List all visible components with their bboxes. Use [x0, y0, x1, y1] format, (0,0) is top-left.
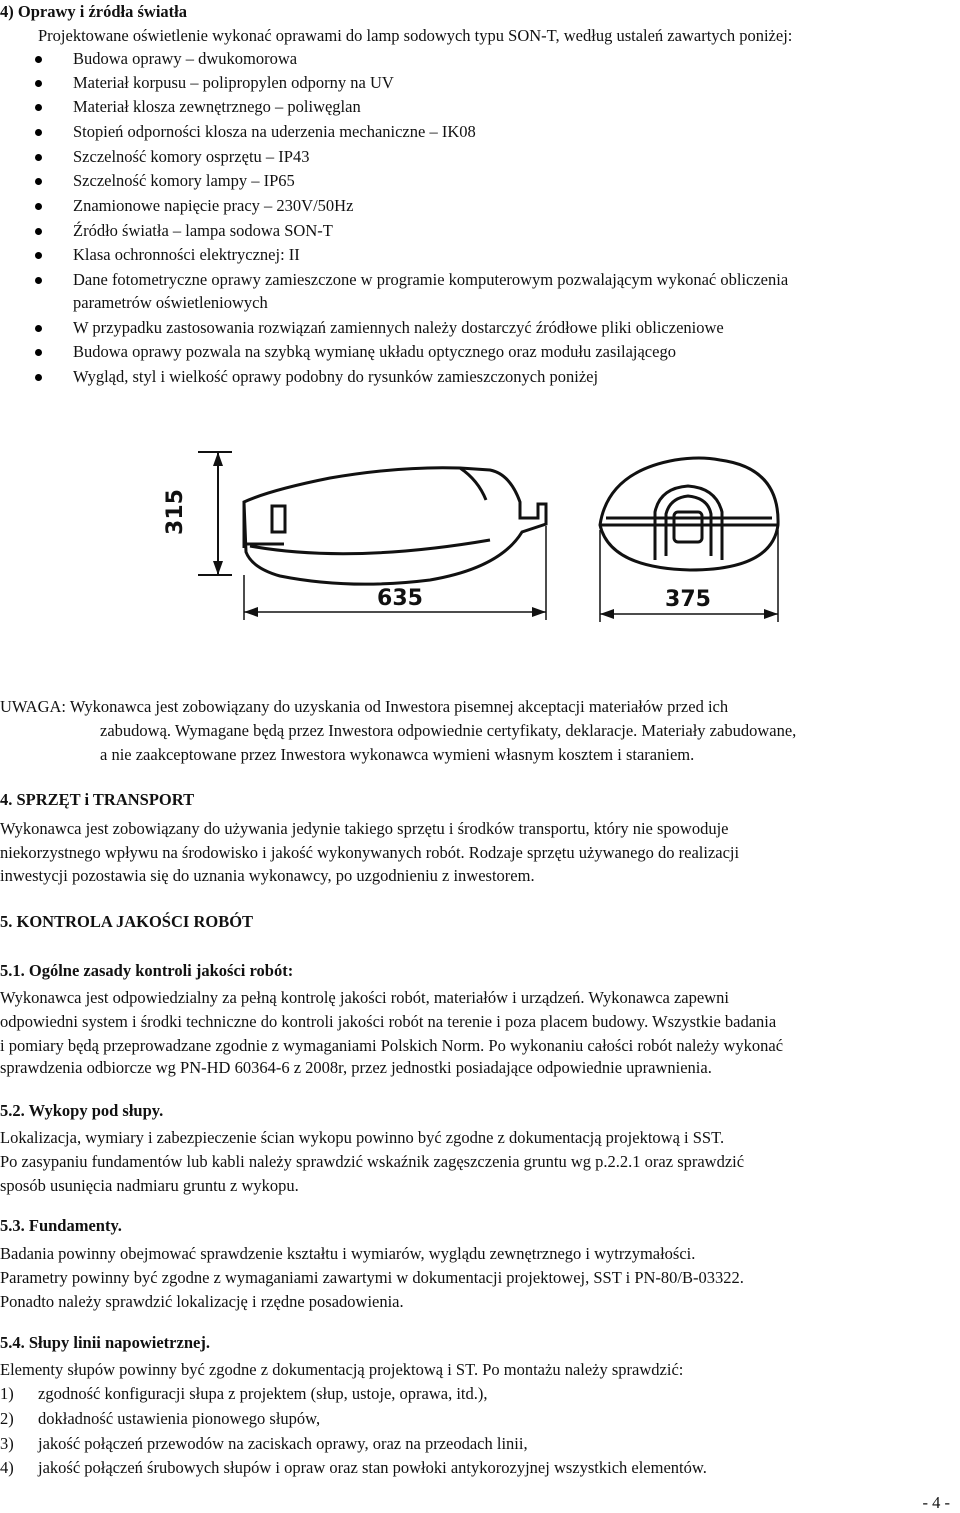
front-view — [600, 458, 778, 570]
bullet-icon — [35, 277, 42, 284]
arrow-icon — [213, 452, 223, 466]
height-dimension-label: 315 — [163, 489, 188, 535]
subsection-heading: 5.3. Fundamenty. — [0, 1216, 122, 1235]
list-item: Budowa oprawy pozwala na szybką wymianę układu optycznego oraz modułu zasilającego — [73, 342, 676, 361]
bullet-icon — [35, 374, 42, 381]
note-line: zabudową. Wymagane będą przez Inwestora odpowiednie certyfikaty, deklaracje. Materiały zabudowane, — [100, 721, 797, 740]
list-item: Wygląd, styl i wielkość oprawy podobny do rysunków zamieszczonych poniżej — [73, 367, 599, 386]
bullet-icon — [35, 104, 42, 111]
bullet-icon — [35, 56, 42, 63]
list-item: Stopień odporności klosza na uderzenia mechaniczne – IK08 — [73, 122, 476, 141]
list-item-number: 1) — [0, 1384, 14, 1403]
paragraph-line: Parametry powinny być zgodne z wymaganiami zawartymi w dokumentacji projektowej, SST i PN-80/B-03322. — [0, 1268, 744, 1287]
note-line: UWAGA: Wykonawca jest zobowiązany do uzyskania od Inwestora pisemnej akceptacji materiałów przed ich — [0, 697, 729, 716]
paragraph-line: Elementy słupów powinny być zgodne z dokumentacją projektową i ST. Po montażu należy sprawdzić: — [0, 1360, 684, 1379]
length-dimension-label: 635 — [377, 586, 423, 611]
list-item: Klasa ochronności elektrycznej: II — [73, 245, 300, 264]
list-item: jakość połączeń śrubowych słupów i opraw oraz stan powłoki antykorozyjnej wszystkich elementów. — [38, 1458, 707, 1477]
list-item: Szczelność komory lampy – IP65 — [73, 171, 295, 190]
bullet-icon — [35, 325, 42, 332]
paragraph-line: Lokalizacja, wymiary i zabezpieczenie ścian wykopu powinno być zgodne z dokumentacją projektową i SST. — [0, 1128, 725, 1147]
paragraph-line: niekorzystnego wpływu na środowisko i jakość wykonywanych robót. Rodzaje sprzętu używanego do realizacji — [0, 843, 740, 862]
subsection-heading: 5.2. Wykopy pod słupy. — [0, 1101, 164, 1120]
paragraph-line: Po zasypaniu fundamentów lub kabli należy sprawdzić wskaźnik zagęszczenia gruntu wg p.2.2.1 oraz sprawdzić — [0, 1152, 745, 1171]
list-item: Dane fotometryczne oprawy zamieszczone w programie komputerowym pozwalającym wykonać obliczenia — [73, 270, 789, 289]
list-item-continuation: parametrów oświetleniowych — [73, 293, 268, 312]
section-heading: 4. SPRZĘT i TRANSPORT — [0, 790, 195, 809]
list-item: Znamionowe napięcie pracy – 230V/50Hz — [73, 196, 354, 215]
bullet-icon — [35, 80, 42, 87]
intro-paragraph: Projektowane oświetlenie wykonać oprawami do lamp sodowych typu SON-T, według ustaleń zawartych poniżej: — [38, 26, 793, 45]
paragraph-line: inwestycji pozostawia się do uznania wykonawcy, po uzgodnieniu z inwestorem. — [0, 866, 535, 885]
bullet-icon — [35, 228, 42, 235]
list-item: Szczelność komory osprzętu – IP43 — [73, 147, 310, 166]
note-line: a nie zaakceptowane przez Inwestora wykonawca wymieni własnym kosztem i staraniem. — [100, 745, 695, 764]
arrow-icon — [600, 609, 614, 619]
subsection-heading: 5.4. Słupy linii napowietrznej. — [0, 1333, 210, 1352]
page-number: - 4 - — [922, 1493, 950, 1512]
list-item-number: 3) — [0, 1434, 14, 1453]
paragraph-line: i pomiary będą przeprowadzane zgodnie z wymaganiami Polskich Norm. Po wykonaniu całości robót należy wykonać — [0, 1036, 784, 1055]
subsection-heading: 5.1. Ogólne zasady kontroli jakości robót: — [0, 961, 294, 980]
list-item: dokładność ustawienia pionowego słupów, — [38, 1409, 321, 1428]
bullet-icon — [35, 349, 42, 356]
arrow-icon — [213, 561, 223, 575]
list-item: Źródło światła – lampa sodowa SON-T — [73, 221, 333, 240]
arrow-icon — [244, 607, 258, 617]
paragraph-line: Badania powinny obejmować sprawdzenie kształtu i wymiarów, wyglądu zewnętrznego i wytrzymałości. — [0, 1244, 696, 1263]
section-heading: 4) Oprawy i źródła światła — [0, 2, 187, 21]
list-item: zgodność konfiguracji słupa z projektem (słup, ustoje, oprawa, itd.), — [38, 1384, 488, 1403]
bullet-icon — [35, 203, 42, 210]
list-item: Budowa oprawy – dwukomorowa — [73, 49, 298, 68]
list-item: Materiał korpusu – polipropylen odporny na UV — [73, 73, 394, 92]
section-heading: 5. KONTROLA JAKOŚCI ROBÓT — [0, 912, 254, 931]
list-item: jakość połączeń przewodów na zaciskach oprawy, oraz na przeodach linii, — [38, 1434, 528, 1453]
side-view — [244, 468, 546, 584]
luminaire-drawing — [160, 440, 800, 650]
paragraph-line: Wykonawca jest odpowiedzialny za pełną kontrolę jakości robót, materiałów i urządzeń. Wykonawca zapewni — [0, 988, 729, 1007]
arrow-icon — [764, 609, 778, 619]
paragraph-line: odpowiedni system i środki techniczne do kontroli jakości robót na terenie i poza placem budowy. Wszystkie badania — [0, 1012, 777, 1031]
width-dimension-label: 375 — [665, 587, 711, 612]
bullet-icon — [35, 154, 42, 161]
list-item-number: 2) — [0, 1409, 14, 1428]
bullet-icon — [35, 178, 42, 185]
bullet-icon — [35, 129, 42, 136]
list-item: W przypadku zastosowania rozwiązań zamiennych należy dostarczyć źródłowe pliki obliczeniowe — [73, 318, 724, 337]
paragraph-line: sprawdzenia odbiorcze wg PN-HD 60364-6 z 2008r, przez jednostki posiadające odpowiednie uprawnienia. — [0, 1058, 712, 1077]
height-dimension — [198, 452, 232, 575]
luminaire-drawing-svg — [160, 440, 800, 650]
bullet-icon — [35, 252, 42, 259]
list-item-number: 4) — [0, 1458, 14, 1477]
list-item: Materiał klosza zewnętrznego – poliwęglan — [73, 97, 361, 116]
paragraph-line: sposób usunięcia nadmiaru gruntu z wykopu. — [0, 1176, 299, 1195]
paragraph-line: Ponadto należy sprawdzić lokalizację i rzędne posadowienia. — [0, 1292, 404, 1311]
arrow-icon — [532, 607, 546, 617]
paragraph-line: Wykonawca jest zobowiązany do używania jedynie takiego sprzętu i środków transportu, który nie spowoduje — [0, 819, 729, 838]
